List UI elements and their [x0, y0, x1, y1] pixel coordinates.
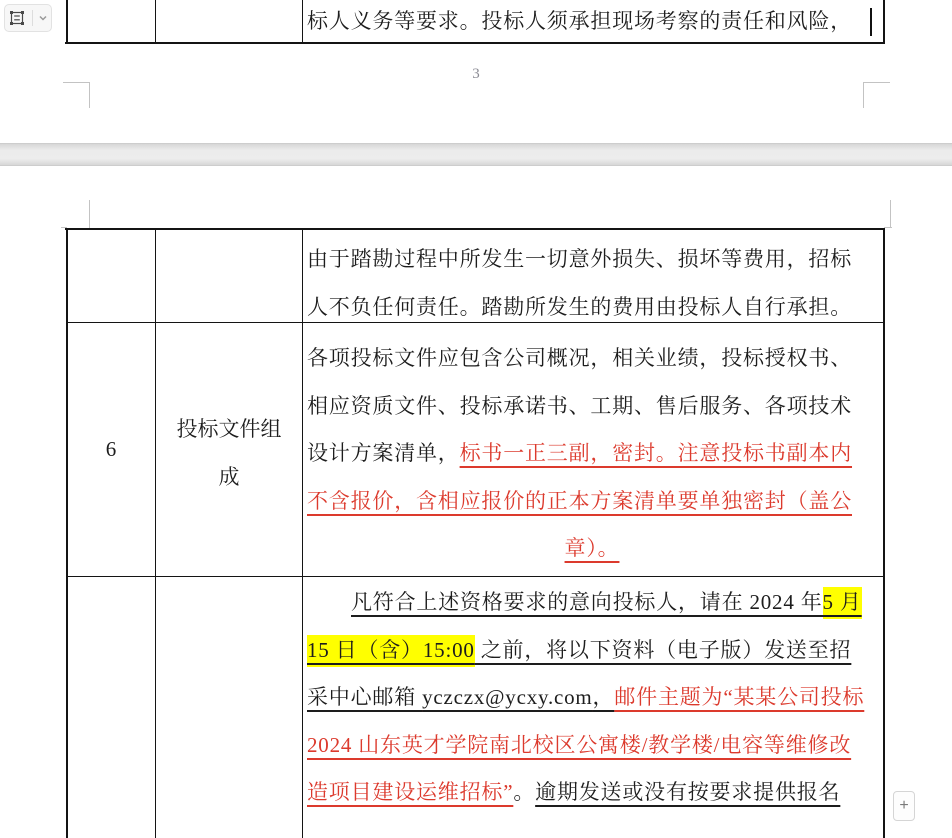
- text-line: 章）。: [564, 536, 620, 560]
- text-line: 各项投标文件应包含公司概况，相关业绩，投标授权书、: [307, 346, 852, 370]
- page-number: 3: [472, 66, 480, 82]
- corner-mark: [89, 82, 90, 108]
- table-cell-registration[interactable]: [307, 579, 877, 817]
- divider: [32, 10, 33, 26]
- plus-icon: +: [899, 797, 909, 814]
- corner-mark: [63, 82, 90, 83]
- page-separator: [0, 143, 952, 166]
- corner-mark: [884, 227, 892, 228]
- table-select-icon[interactable]: [8, 7, 26, 29]
- table-cell-bid-documents[interactable]: [307, 335, 877, 573]
- add-page-button[interactable]: [893, 791, 915, 821]
- table-cell-prev-page[interactable]: [307, 0, 877, 46]
- table-border: [155, 0, 156, 44]
- text-caret: [870, 8, 872, 36]
- table-border: [66, 228, 68, 838]
- text-line: 相应资质文件、投标承诺书、工期、售后服务、各项技术: [307, 393, 852, 418]
- chevron-down-icon[interactable]: [38, 7, 48, 29]
- text-line: 造项目建设运维招标”。逾期发送或没有按要求提供报名: [307, 780, 841, 804]
- table-border: [883, 0, 885, 44]
- table-border: [65, 228, 885, 230]
- table-border: [302, 0, 303, 44]
- text-line: 采中心邮箱 yczczx@ycxy.com，邮件主题为“某某公司投标: [307, 674, 877, 722]
- table-tool-button[interactable]: [4, 4, 52, 32]
- table-cell-row-number[interactable]: [67, 426, 155, 474]
- corner-mark: [863, 82, 864, 108]
- table-border: [67, 576, 883, 577]
- table-cell-survey[interactable]: [307, 236, 877, 331]
- row-number: 6: [105, 437, 117, 461]
- text-line: 由于踏勘过程中所发生一切意外损失、损坏等费用，招标: [307, 247, 852, 271]
- table-cell-row-title[interactable]: [156, 406, 302, 501]
- table-border: [66, 0, 68, 44]
- text-line: 标人义务等要求。投标人须承担现场考察的责任和风险，: [307, 9, 852, 33]
- text-line: 人不负任何责任。踏勘所发生的费用由投标人自行承担。: [307, 294, 852, 319]
- table-border: [883, 228, 885, 838]
- text-line: 2024 山东英才学院南北校区公寓楼/教学楼/电容等维修改: [307, 732, 852, 757]
- text-line: 投标文件组: [176, 417, 282, 441]
- text-line: 15 日（含）15:00 之前，将以下资料（电子版）发送至招: [307, 627, 877, 675]
- text-line: 成: [218, 464, 240, 489]
- text-line: 设计方案清单，标书一正三副，密封。注意投标书副本内: [307, 441, 853, 465]
- text-line: 凡符合上述资格要求的意向投标人，请在 2024 年5 月: [307, 579, 877, 627]
- corner-mark: [890, 200, 891, 228]
- corner-mark: [89, 200, 90, 228]
- text-line: 不含报价，含相应报价的正本方案清单要单独密封（盖公: [307, 488, 852, 513]
- corner-mark: [863, 82, 890, 83]
